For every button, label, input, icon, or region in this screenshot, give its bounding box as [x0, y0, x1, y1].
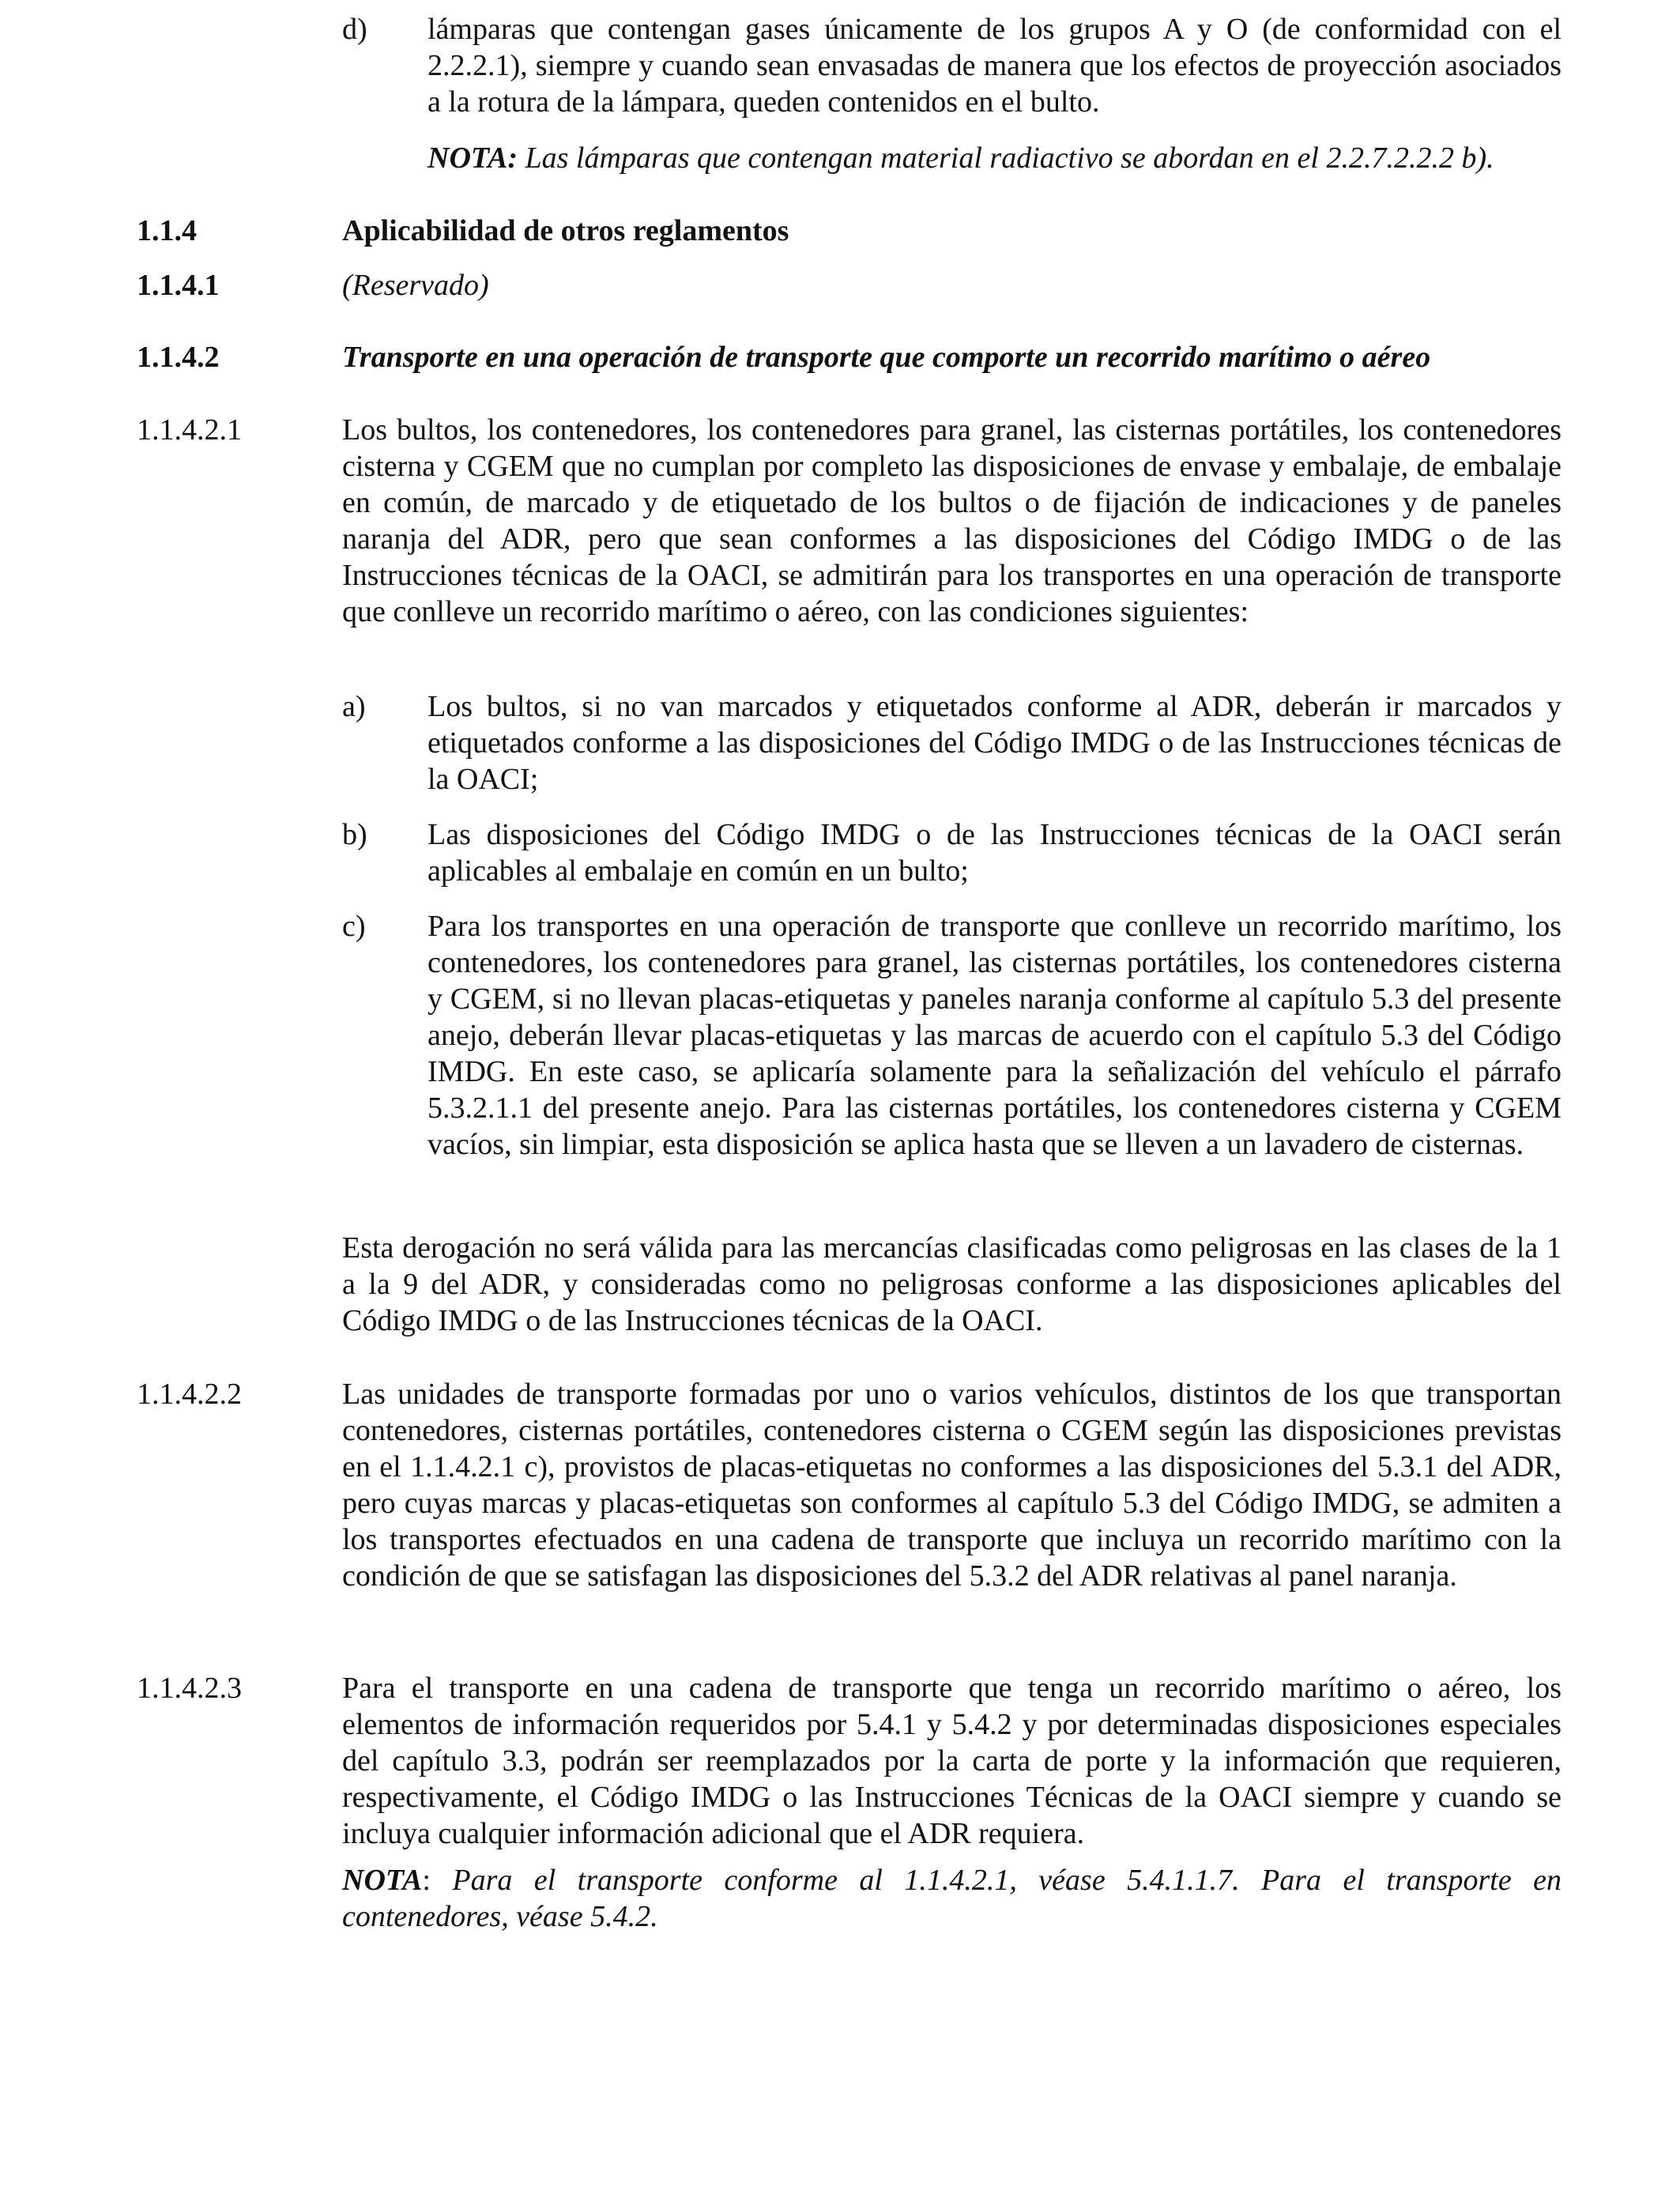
paragraph-1-1-4-2-1: Los bultos, los contenedores, los contenedores para granel, las cisternas portátiles, los contenedores cisterna y CGEM que no cumplan por completo las disposiciones de envase y embalaje, de embalaje en común, de marcado y de etiquetado de los bultos o de fijación de indicaciones y de paneles naranja del ADR, pero que sean conformes a las disposiciones del Código IMDG o de las Instrucciones técnicas de la OACI, se admitirán para los transportes en una operación de transporte que conlleve un recorrido marítimo o aéreo, con las condiciones siguientes: [342, 413, 1561, 628]
paragraph-number-1-1-4-2-2: 1.1.4.2.2 [137, 1378, 242, 1411]
paragraph-number-1-1-4-2-1: 1.1.4.2.1 [137, 413, 242, 447]
section-title-1-1-4: Aplicabilidad de otros reglamentos [342, 214, 789, 247]
paragraph-1-1-4-2-2: Las unidades de transporte formadas por uno o varios vehículos, distintos de los que transportan contenedores, cisternas portátiles, contenedores cisterna o CGEM según las disposiciones previstas en el 1.1.4.2.1 c), provistos de placas-etiquetas no conformes a las disposiciones del 5.3.1 del ADR, pero cuyas marcas y placas-etiquetas son conformes al capítulo 5.3 del Código IMDG, se admiten a los transportes efectuados en una cadena de transporte que incluya un recorrido marítimo con la condición de que se satisfagan las disposiciones del 5.3.2 del ADR relativas al panel naranja. [342, 1378, 1561, 1593]
list-item-label: a) [342, 690, 366, 723]
section-number-1-1-4: 1.1.4 [137, 214, 197, 247]
list-item-text: lámparas que contengan gases únicamente de los grupos A y O (de conformidad con el 2.2.2.1), siempre y cuando sean envasadas de manera que los efectos de proyección asociados a la rotura de la lámpara, queden contenidos en el bulto. [428, 13, 1561, 119]
list-item-a [342, 688, 1561, 797]
list-item-b [342, 816, 1561, 889]
note-text: Las lámparas que contengan material radiactivo se abordan en el 2.2.7.2.2.2 b). [518, 141, 1494, 175]
section-title-1-1-4-2: Transporte en una operación de transporte que comporte un recorrido marítimo o aéreo [342, 341, 1431, 374]
list-item-c [342, 908, 1561, 1163]
section-title-1-1-4-1: (Reservado) [342, 269, 489, 302]
list-item-text: Los bultos, si no van marcados y etiquetados conforme al ADR, deberán ir marcados y etiquetados conforme a las disposiciones del Código IMDG o de las Instrucciones técnicas de la OACI; [428, 690, 1561, 796]
paragraph-1-1-4-2-3: Para el transporte en una cadena de transporte que tenga un recorrido marítimo o aéreo, los elementos de información requeridos por 5.4.1 y 5.4.2 y por determinadas disposiciones especiales del capítulo 3.3, podrán ser reemplazados por la carta de porte y la información que requieren, respectivamente, el Código IMDG o las Instrucciones Técnicas de la OACI siempre y cuando se incluya cualquier información adicional que el ADR requiera. [342, 1672, 1561, 1850]
paragraph-number-1-1-4-2-3: 1.1.4.2.3 [137, 1672, 242, 1705]
list-item-d [342, 11, 1561, 120]
note-label: NOTA: [428, 141, 518, 175]
list-item-label: b) [342, 818, 367, 851]
section-number-1-1-4-1: 1.1.4.1 [137, 269, 220, 302]
note-colon: : [422, 1864, 431, 1897]
list-item-label: c) [342, 910, 366, 943]
list-item-text: Para los transportes en una operación de transporte que conlleve un recorrido marítimo, los contenedores, los contenedores para granel, las cisternas portátiles, los contenedores cisterna y CGEM, si no llevan placas-etiquetas y paneles naranja conforme al capítulo 5.3 del presente anejo, deberán llevar placas-etiquetas y las marcas de acuerdo con el capítulo 5.3 del Código IMDG. En este caso, se aplicaría solamente para la señalización del vehículo el párrafo 5.3.2.1.1 del presente anejo. Para las cisternas portátiles, los contenedores cisterna y CGEM vacíos, sin limpiar, esta disposición se aplica hasta que se lleven a un lavadero de cisternas. [428, 910, 1561, 1161]
paragraph-derogation: Esta derogación no será válida para las mercancías clasificadas como peligrosas en las clases de la 1 a la 9 del ADR, y consideradas como no peligrosas conforme a las disposiciones aplicables del Código IMDG o de las Instrucciones técnicas de la OACI. [342, 1231, 1561, 1337]
section-number-1-1-4-2: 1.1.4.2 [137, 341, 220, 374]
note-label: NOTA [342, 1864, 423, 1897]
list-item-label: d) [342, 13, 367, 46]
note-text: Para el transporte conforme al 1.1.4.2.1, véase 5.4.1.1.7. Para el transporte en contenedores, véase 5.4.2. [342, 1864, 1561, 1933]
note-radioactive-lamps [428, 140, 1561, 176]
list-item-text: Las disposiciones del Código IMDG o de las Instrucciones técnicas de la OACI serán aplicables al embalaje en común en un bulto; [428, 818, 1561, 888]
note-transport-reference [342, 1862, 1561, 1935]
